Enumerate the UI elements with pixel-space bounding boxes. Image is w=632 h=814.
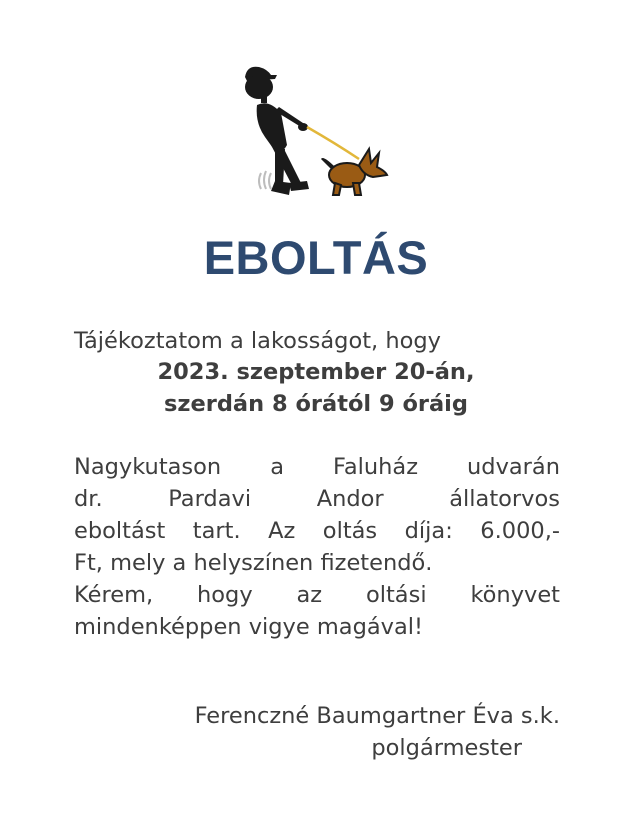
signature-block <box>0 700 560 764</box>
body-line <box>74 515 560 547</box>
signatory-name: Ferenczné Baumgartner Éva s.k. <box>194 703 560 729</box>
body-line <box>74 483 560 515</box>
body-word: Pardavi <box>168 486 252 512</box>
intro-text: Tájékoztatom a lakosságot, hogy <box>74 328 441 354</box>
body-word: a <box>270 454 284 480</box>
body-word: oltási <box>365 582 427 608</box>
body-word: Nagykutason <box>74 454 222 480</box>
signatory-title: polgármester <box>371 735 522 761</box>
body-word: Andor <box>316 486 384 512</box>
body-line: Ft, mely a helyszínen fizetendő. <box>74 550 433 576</box>
page-title: EBOLTÁS <box>203 231 429 284</box>
body-line <box>74 579 560 611</box>
body-word: könyvet <box>470 582 560 608</box>
time-line: szerdán 8 órától 9 óráig <box>163 391 468 417</box>
date-line: 2023. szeptember 20-án, <box>157 359 475 385</box>
body-line <box>74 451 560 483</box>
body-word: oltás <box>322 518 378 544</box>
body-line: mindenképpen vigye magával! <box>74 614 424 640</box>
body-word: dr. <box>74 486 103 512</box>
body-word: Kérem, <box>74 582 154 608</box>
body-paragraph <box>74 451 560 643</box>
body-word: állatorvos <box>449 486 560 512</box>
body-word: Faluház <box>332 454 419 480</box>
body-word: 6.000,- <box>480 518 560 544</box>
body-word: az <box>296 582 323 608</box>
body-word: udvarán <box>467 454 560 480</box>
body-word: díja: <box>404 518 453 544</box>
body-word: tart. <box>192 518 241 544</box>
man-walking-dog-icon <box>235 55 405 205</box>
date-block <box>0 356 632 420</box>
body-word: eboltást <box>74 518 166 544</box>
body-word: hogy <box>197 582 253 608</box>
body-word: Az <box>268 518 296 544</box>
